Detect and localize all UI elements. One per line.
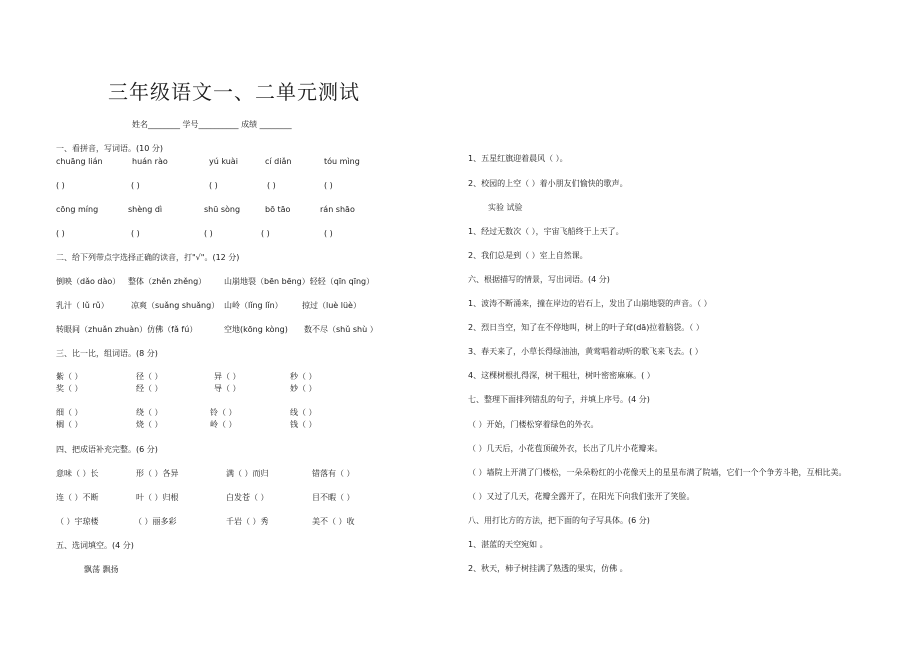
pronunciation-item: 山崩地裂（bēn bēng）轻轻（qīn qīng） [224,277,375,286]
pinyin-item: tóu mìng [324,157,360,166]
student-info-line: 姓名________ 学号__________ 成绩 ________ [132,120,292,129]
scene-question: 4、这棵树根扎得深，树干粗壮，树叶密密麻麻。( ） [468,371,655,380]
idiom-item: 千岩（ ）秀 [226,517,269,526]
compare-item: 钱（ ） [290,420,317,429]
pronunciation-row-1 [56,277,386,289]
answer-blank[interactable]: ( ) [324,229,333,238]
simile-sentence: 1、湛蓝的天空宛如 。 [468,540,548,549]
compare-item: 径（ ） [136,372,163,381]
pronunciation-item: 掠过（luè lüè） [302,301,361,310]
simile-sentence: 2、秋天，柿子树挂满了熟透的果实，仿佛 。 [468,564,628,573]
answer-blank[interactable]: ( ) [324,181,333,190]
fill-sentence: 1、经过无数次（ ），宇宙飞船终于上天了。 [468,227,624,236]
pronunciation-item: 山岭（lǐng lǐn） [224,301,283,310]
order-sentence: （ ）开始，门楼松穿着绿色的外衣。 [468,420,599,429]
pronunciation-item: 乳汁（ lǔ rǔ） [56,301,109,310]
answer-blank[interactable]: ( ) [131,181,140,190]
pinyin-row-2 [56,205,386,217]
pinyin-item: shū sòng [204,205,241,214]
pronunciation-item: 转眼间（zhuǎn zhuàn）仿佛（fǎ fú） [56,325,198,334]
idiom-item: （ ）宇琼楼 [56,517,99,526]
pronunciation-item: 倒映（dǎo dào） [56,277,121,286]
pronunciation-row-2 [56,301,386,313]
fill-sentence: 1、五星红旗迎着晨风（ ）。 [468,154,568,163]
section-7-heading: 七、整理下面排列错乱的句子，并填上序号。(4 分) [468,395,650,404]
fill-sentence: 2、校园的上空（ ）着小朋友们愉快的歌声。 [468,179,628,188]
pinyin-item: shèng dì [128,205,163,214]
answer-blank[interactable]: ( ) [131,229,140,238]
scene-question: 2、烈日当空，知了在不停地叫，树上的叶子耷(dā)拉着脑袋。（ ） [468,323,704,332]
scene-question: 3、春天来了，小草长得绿油油，黄莺唱着动听的歌飞来飞去。( ） [468,347,703,356]
order-sentence: （ ）又过了几天，花瓣全露开了，在阳光下向我们张开了笑脸。 [468,492,695,501]
compare-item: 铃（ ） [210,408,237,417]
idiom-row-3 [56,517,386,529]
idiom-item: 错落有（ ） [312,469,355,478]
idiom-item: 美不（ ）收 [312,517,355,526]
idiom-item: 目不暇（ ） [312,493,355,502]
answer-blank-row-2 [56,229,386,241]
pinyin-item: cí diǎn [265,157,292,166]
scene-question: 1、波涛不断涌来，撞在岸边的岩石上，发出了山崩地裂的声音。（ ） [468,299,712,308]
idiom-row-2 [56,493,386,505]
idiom-item: 连（ ）不断 [56,493,99,502]
answer-blank-row-1 [56,181,386,193]
answer-blank[interactable]: ( ) [204,229,213,238]
answer-blank[interactable]: ( ) [267,181,276,190]
section-8-heading: 八、用打比方的方法，把下面的句子写具体。(6 分) [468,516,650,525]
pronunciation-item: 整体（zhěn zhěng） [128,277,207,286]
compare-item: 岭（ ） [210,420,237,429]
fill-sentence: 2、我们总是到（ ）室上自然课。 [468,251,588,260]
section-1-heading: 一、看拼音，写词语。(10 分) [56,144,163,153]
pinyin-item: bō tāo [265,205,291,214]
pinyin-item: huán rào [132,157,168,166]
section-2-heading: 二、给下列带点字选择正确的读音，打"√"。(12 分) [56,253,240,262]
compare-item: 经（ ） [136,384,163,393]
compare-item: 异（ ） [214,372,241,381]
order-sentence: （ ）几天后，小花苞顶破外衣，长出了几片小花瓣来。 [468,444,663,453]
section-4-heading: 四、把成语补充完整。(6 分) [56,445,158,454]
compare-row-4 [56,420,386,432]
idiom-item: 满（ ）而归 [226,469,269,478]
section-6-heading: 六、根据描写的情景，写出词语。(4 分) [468,275,610,284]
answer-blank[interactable]: ( ) [56,181,65,190]
answer-blank[interactable]: ( ) [209,181,218,190]
idiom-item: 形（ ）各异 [136,469,179,478]
compare-item: 绕（ ） [136,408,163,417]
answer-blank[interactable]: ( ) [56,229,65,238]
compare-item: 榈（ ） [56,420,83,429]
page-title: 三年级语文一、二单元测试 [108,80,360,104]
answer-blank[interactable]: ( ) [261,229,270,238]
compare-item: 紫（ ） [56,372,83,381]
pronunciation-item: 凉爽（suǎng shuǎng） [131,301,220,310]
pinyin-item: yú kuài [209,157,238,166]
compare-row-1 [56,372,386,384]
compare-item: 烧（ ） [136,420,163,429]
compare-item: 秒（ ） [290,372,317,381]
order-sentence: （ ）墙院上开满了门楼松，一朵朵粉红的小花像天上的星星布满了院墙，它们一个个争芳斗艳，互相比美。 [468,468,847,477]
idiom-row-1 [56,469,386,481]
pronunciation-item: 空地(kōng kòng) [224,325,288,334]
compare-item: 线（ ） [290,408,317,417]
pinyin-item: rán shāo [320,205,355,214]
idiom-item: （ ）丽多彩 [134,517,177,526]
idiom-item: 意味（ ）长 [56,469,99,478]
pinyin-item: cōng míng [56,205,99,214]
section-5-heading: 五、选词填空。(4 分) [56,541,134,550]
pronunciation-row-3 [56,325,386,337]
pinyin-row-1 [56,157,386,169]
section-3-heading: 三、比一比，组词语。(8 分) [56,349,158,358]
compare-item: 导（ ） [214,384,241,393]
compare-row-3 [56,408,386,420]
compare-item: 细（ ） [56,408,83,417]
compare-row-2 [56,384,386,396]
idiom-item: 叶（ ）归根 [136,493,179,502]
word-choices-1: 飘荡 飘扬 [84,565,119,574]
pronunciation-item: 数不尽（shǔ shù ） [304,325,378,334]
word-choices-2: 实验 试验 [488,203,523,212]
idiom-item: 白发苍（ ） [226,493,269,502]
compare-item: 妙（ ） [290,384,317,393]
pinyin-item: chuāng lián [56,157,103,166]
compare-item: 奖（ ） [56,384,83,393]
